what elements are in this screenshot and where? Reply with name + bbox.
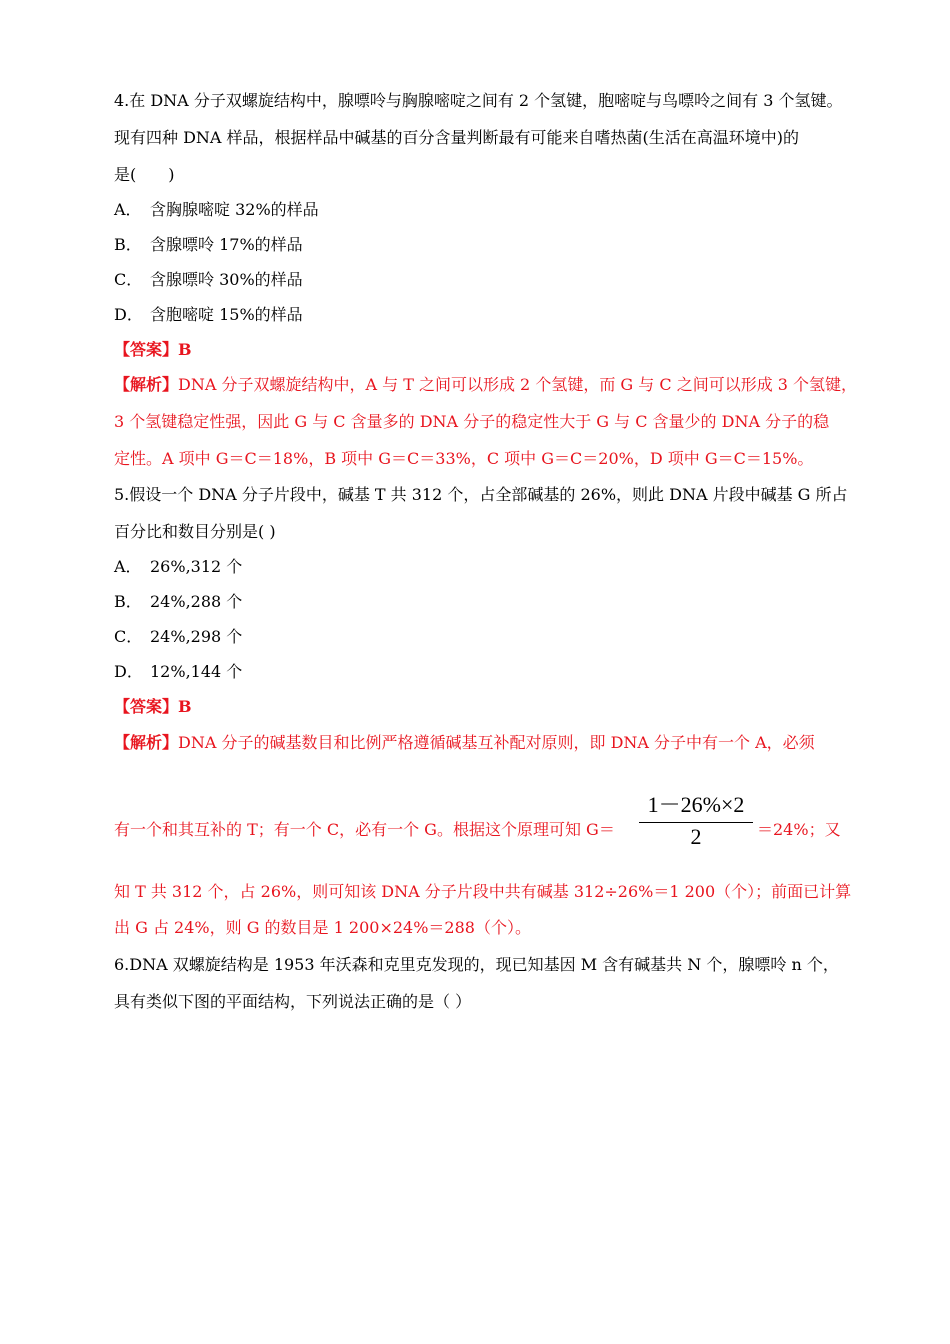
q5-option-text: 24%,288 个 bbox=[150, 592, 243, 611]
q4-option-text: 含腺嘌呤 17%的样品 bbox=[150, 235, 303, 254]
q4-option-text: 含腺嘌呤 30%的样品 bbox=[150, 270, 303, 289]
q5-option-c bbox=[114, 627, 242, 647]
q5-option-letter: B． bbox=[114, 592, 142, 611]
q5-option-letter: C． bbox=[114, 627, 143, 646]
q5-option-text: 26%,312 个 bbox=[150, 557, 243, 576]
q5-analysis-line4: 出 G 占 24%，则 G 的数目是 1 200×24%＝288（个）。 bbox=[114, 918, 531, 937]
q4-stem-line3: 是( ) bbox=[114, 165, 175, 184]
analysis-tag: 【解析】 bbox=[114, 375, 179, 394]
answer-tag: 【答案】 bbox=[114, 340, 179, 359]
q4-option-letter: A． bbox=[114, 200, 142, 219]
q5-option-letter: A． bbox=[114, 557, 142, 576]
q4-analysis-line2: 3 个氢键稳定性强，因此 G 与 C 含量多的 DNA 分子的稳定性大于 G 与 C 含量少的 DNA 分子的稳 bbox=[114, 412, 830, 431]
q4-analysis-line1 bbox=[114, 375, 857, 395]
q5-fraction bbox=[637, 792, 755, 856]
fraction-bar bbox=[639, 822, 753, 823]
q4-analysis-line3: 定性。A 项中 G＝C＝18%，B 项中 G＝C＝33%，C 项中 G＝C＝20%，D 项中 G＝C＝15%。 bbox=[114, 449, 814, 468]
q5-stem-line1: 5.假设一个 DNA 分子片段中，碱基 T 共 312 个，占全部碱基的 26%，则此 DNA 片段中碱基 G 所占 bbox=[114, 485, 848, 504]
q4-option-letter: B． bbox=[114, 235, 142, 254]
q4-stem-line1: 4.在 DNA 分子双螺旋结构中，腺嘌呤与胸腺嘧啶之间有 2 个氢键，胞嘧啶与鸟嘌呤之间有 3 个氢键。 bbox=[114, 91, 843, 110]
fraction-numerator: 1－26%×2 bbox=[647, 792, 745, 817]
q5-analysis-line1 bbox=[114, 733, 815, 753]
q4-stem-line2: 现有四种 DNA 样品，根据样品中碱基的百分含量判断最有可能来自嗜热菌(生活在高温环境中)的 bbox=[114, 128, 800, 147]
q5-option-b bbox=[114, 592, 242, 612]
q5-analysis-line2-post: ＝24%；又 bbox=[757, 820, 841, 839]
answer-value: B bbox=[178, 697, 192, 716]
q4-option-letter: D． bbox=[114, 305, 143, 324]
q4-option-c bbox=[114, 270, 303, 290]
answer-value: B bbox=[178, 340, 192, 359]
q5-analysis-line2-pre: 有一个和其互补的 T；有一个 C，必有一个 G。根据这个原理可知 G＝ bbox=[114, 820, 615, 839]
q6-stem-line2: 具有类似下图的平面结构，下列说法正确的是（ ） bbox=[114, 992, 472, 1011]
q5-analysis-line3: 知 T 共 312 个，占 26%，则可知该 DNA 分子片段中共有碱基 312÷26%＝1 200（个）；前面已计算 bbox=[114, 882, 852, 901]
answer-tag: 【答案】 bbox=[114, 697, 179, 716]
q5-option-text: 12%,144 个 bbox=[150, 662, 243, 681]
q6-stem-line1: 6.DNA 双螺旋结构是 1953 年沃森和克里克发现的，现已知基因 M 含有碱基共 N 个，腺嘌呤 n 个， bbox=[114, 955, 839, 974]
q4-option-text: 含胞嘧啶 15%的样品 bbox=[150, 305, 303, 324]
q4-option-text: 含胸腺嘧啶 32%的样品 bbox=[150, 200, 319, 219]
q5-option-text: 24%,298 个 bbox=[150, 627, 243, 646]
analysis-tag: 【解析】 bbox=[114, 733, 179, 752]
q4-answer bbox=[114, 340, 192, 360]
q4-option-a bbox=[114, 200, 319, 220]
q4-option-b bbox=[114, 235, 303, 255]
fraction-denominator: 2 bbox=[690, 824, 702, 849]
q5-stem-line2: 百分比和数目分别是( ) bbox=[114, 522, 276, 541]
q4-option-letter: C． bbox=[114, 270, 143, 289]
analysis-text: DNA 分子双螺旋结构中，A 与 T 之间可以形成 2 个氢键，而 G 与 C 之间可以形成 3 个氢键， bbox=[178, 375, 858, 394]
q5-option-a bbox=[114, 557, 242, 577]
analysis-text: DNA 分子的碱基数目和比例严格遵循碱基互补配对原则，即 DNA 分子中有一个 A，必须 bbox=[178, 733, 815, 752]
q5-option-d bbox=[114, 662, 242, 682]
q4-option-d bbox=[114, 305, 303, 325]
q5-option-letter: D． bbox=[114, 662, 143, 681]
q5-answer bbox=[114, 697, 192, 717]
